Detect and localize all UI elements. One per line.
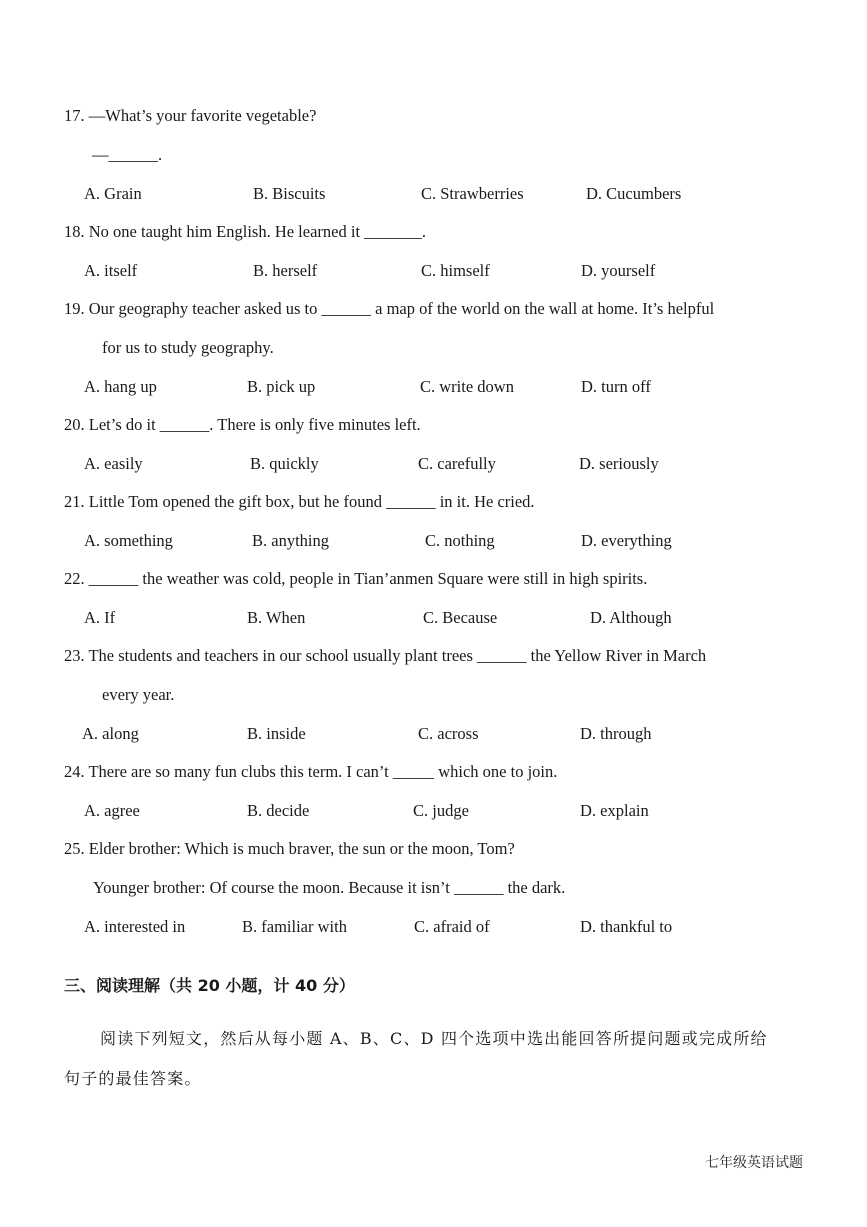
question-24-stem: 24. There are so many fun clubs this term. I can’t _____ which one to join. xyxy=(64,762,558,781)
q18-option-d: D. yourself xyxy=(581,261,656,280)
q24-option-b: B. decide xyxy=(247,801,310,820)
q17-option-b: B. Biscuits xyxy=(253,184,326,203)
q23-option-c: C. across xyxy=(418,724,479,743)
q18-option-b: B. herself xyxy=(253,261,318,280)
q19-option-a: A. hang up xyxy=(84,377,157,396)
q18-option-a: A. itself xyxy=(84,261,138,280)
question-25-stem-cont: Younger brother: Of course the moon. Because it isn’t ______ the dark. xyxy=(93,878,566,897)
q20-option-c: C. carefully xyxy=(418,454,496,473)
question-18-stem: 18. No one taught him English. He learned it _______. xyxy=(64,222,427,241)
question-22-stem: 22. ______ the weather was cold, people in Tian’anmen Square were still in high spirits. xyxy=(64,569,648,588)
q19-option-b: B. pick up xyxy=(247,377,316,396)
q23-option-b: B. inside xyxy=(247,724,306,743)
question-23-stem-cont: every year. xyxy=(102,685,175,704)
section-title: 三、阅读理解（共 20 小题，计 40 分） xyxy=(64,976,355,995)
q21-option-d: D. everything xyxy=(581,531,672,550)
q17-option-c: C. Strawberries xyxy=(421,184,524,203)
q17-option-a: A. Grain xyxy=(84,184,142,203)
q23-option-a: A. along xyxy=(82,724,139,743)
q19-option-d: D. turn off xyxy=(581,377,651,396)
page-footer: 七年级英语试题 xyxy=(705,1155,803,1171)
q24-option-a: A. agree xyxy=(84,801,140,820)
q24-option-d: D. explain xyxy=(580,801,649,820)
q24-option-c: C. judge xyxy=(413,801,469,820)
q25-option-d: D. thankful to xyxy=(580,917,673,936)
q21-option-a: A. something xyxy=(84,531,173,550)
question-23-stem: 23. The students and teachers in our school usually plant trees ______ the Yellow River in March xyxy=(64,646,707,665)
question-25-stem: 25. Elder brother: Which is much braver, the sun or the moon, Tom? xyxy=(64,839,515,858)
question-21-stem: 21. Little Tom opened the gift box, but he found ______ in it. He cried. xyxy=(64,492,535,511)
question-19-stem-cont: for us to study geography. xyxy=(102,338,274,357)
q20-option-b: B. quickly xyxy=(250,454,319,473)
question-17-stem: 17. —What’s your favorite vegetable? xyxy=(64,106,317,125)
q25-option-a: A. interested in xyxy=(84,917,186,936)
question-19-stem: 19. Our geography teacher asked us to ______ a map of the world on the wall at home. It’s helpful xyxy=(64,299,715,318)
q21-option-c: C. nothing xyxy=(425,531,495,550)
q22-option-c: C. Because xyxy=(423,608,498,627)
section-instruction-line2: 句子的最佳答案。 xyxy=(64,1069,202,1088)
q17-option-d: D. Cucumbers xyxy=(586,184,682,203)
q20-option-a: A. easily xyxy=(84,454,143,473)
q25-option-b: B. familiar with xyxy=(242,917,347,936)
q22-option-a: A. If xyxy=(84,608,116,627)
q22-option-d: D. Although xyxy=(590,608,672,627)
q19-option-c: C. write down xyxy=(420,377,514,396)
q22-option-b: B. When xyxy=(247,608,306,627)
q20-option-d: D. seriously xyxy=(579,454,659,473)
question-17-answer-line: —______. xyxy=(92,145,163,164)
q18-option-c: C. himself xyxy=(421,261,490,280)
q21-option-b: B. anything xyxy=(252,531,329,550)
section-instruction-line1: 阅读下列短文，然后从每小题 A、B、C、D 四个选项中选出能回答所提问题或完成所给 xyxy=(100,1029,768,1048)
question-20-stem: 20. Let’s do it ______. There is only five minutes left. xyxy=(64,415,421,434)
q25-option-c: C. afraid of xyxy=(414,917,490,936)
q23-option-d: D. through xyxy=(580,724,652,743)
